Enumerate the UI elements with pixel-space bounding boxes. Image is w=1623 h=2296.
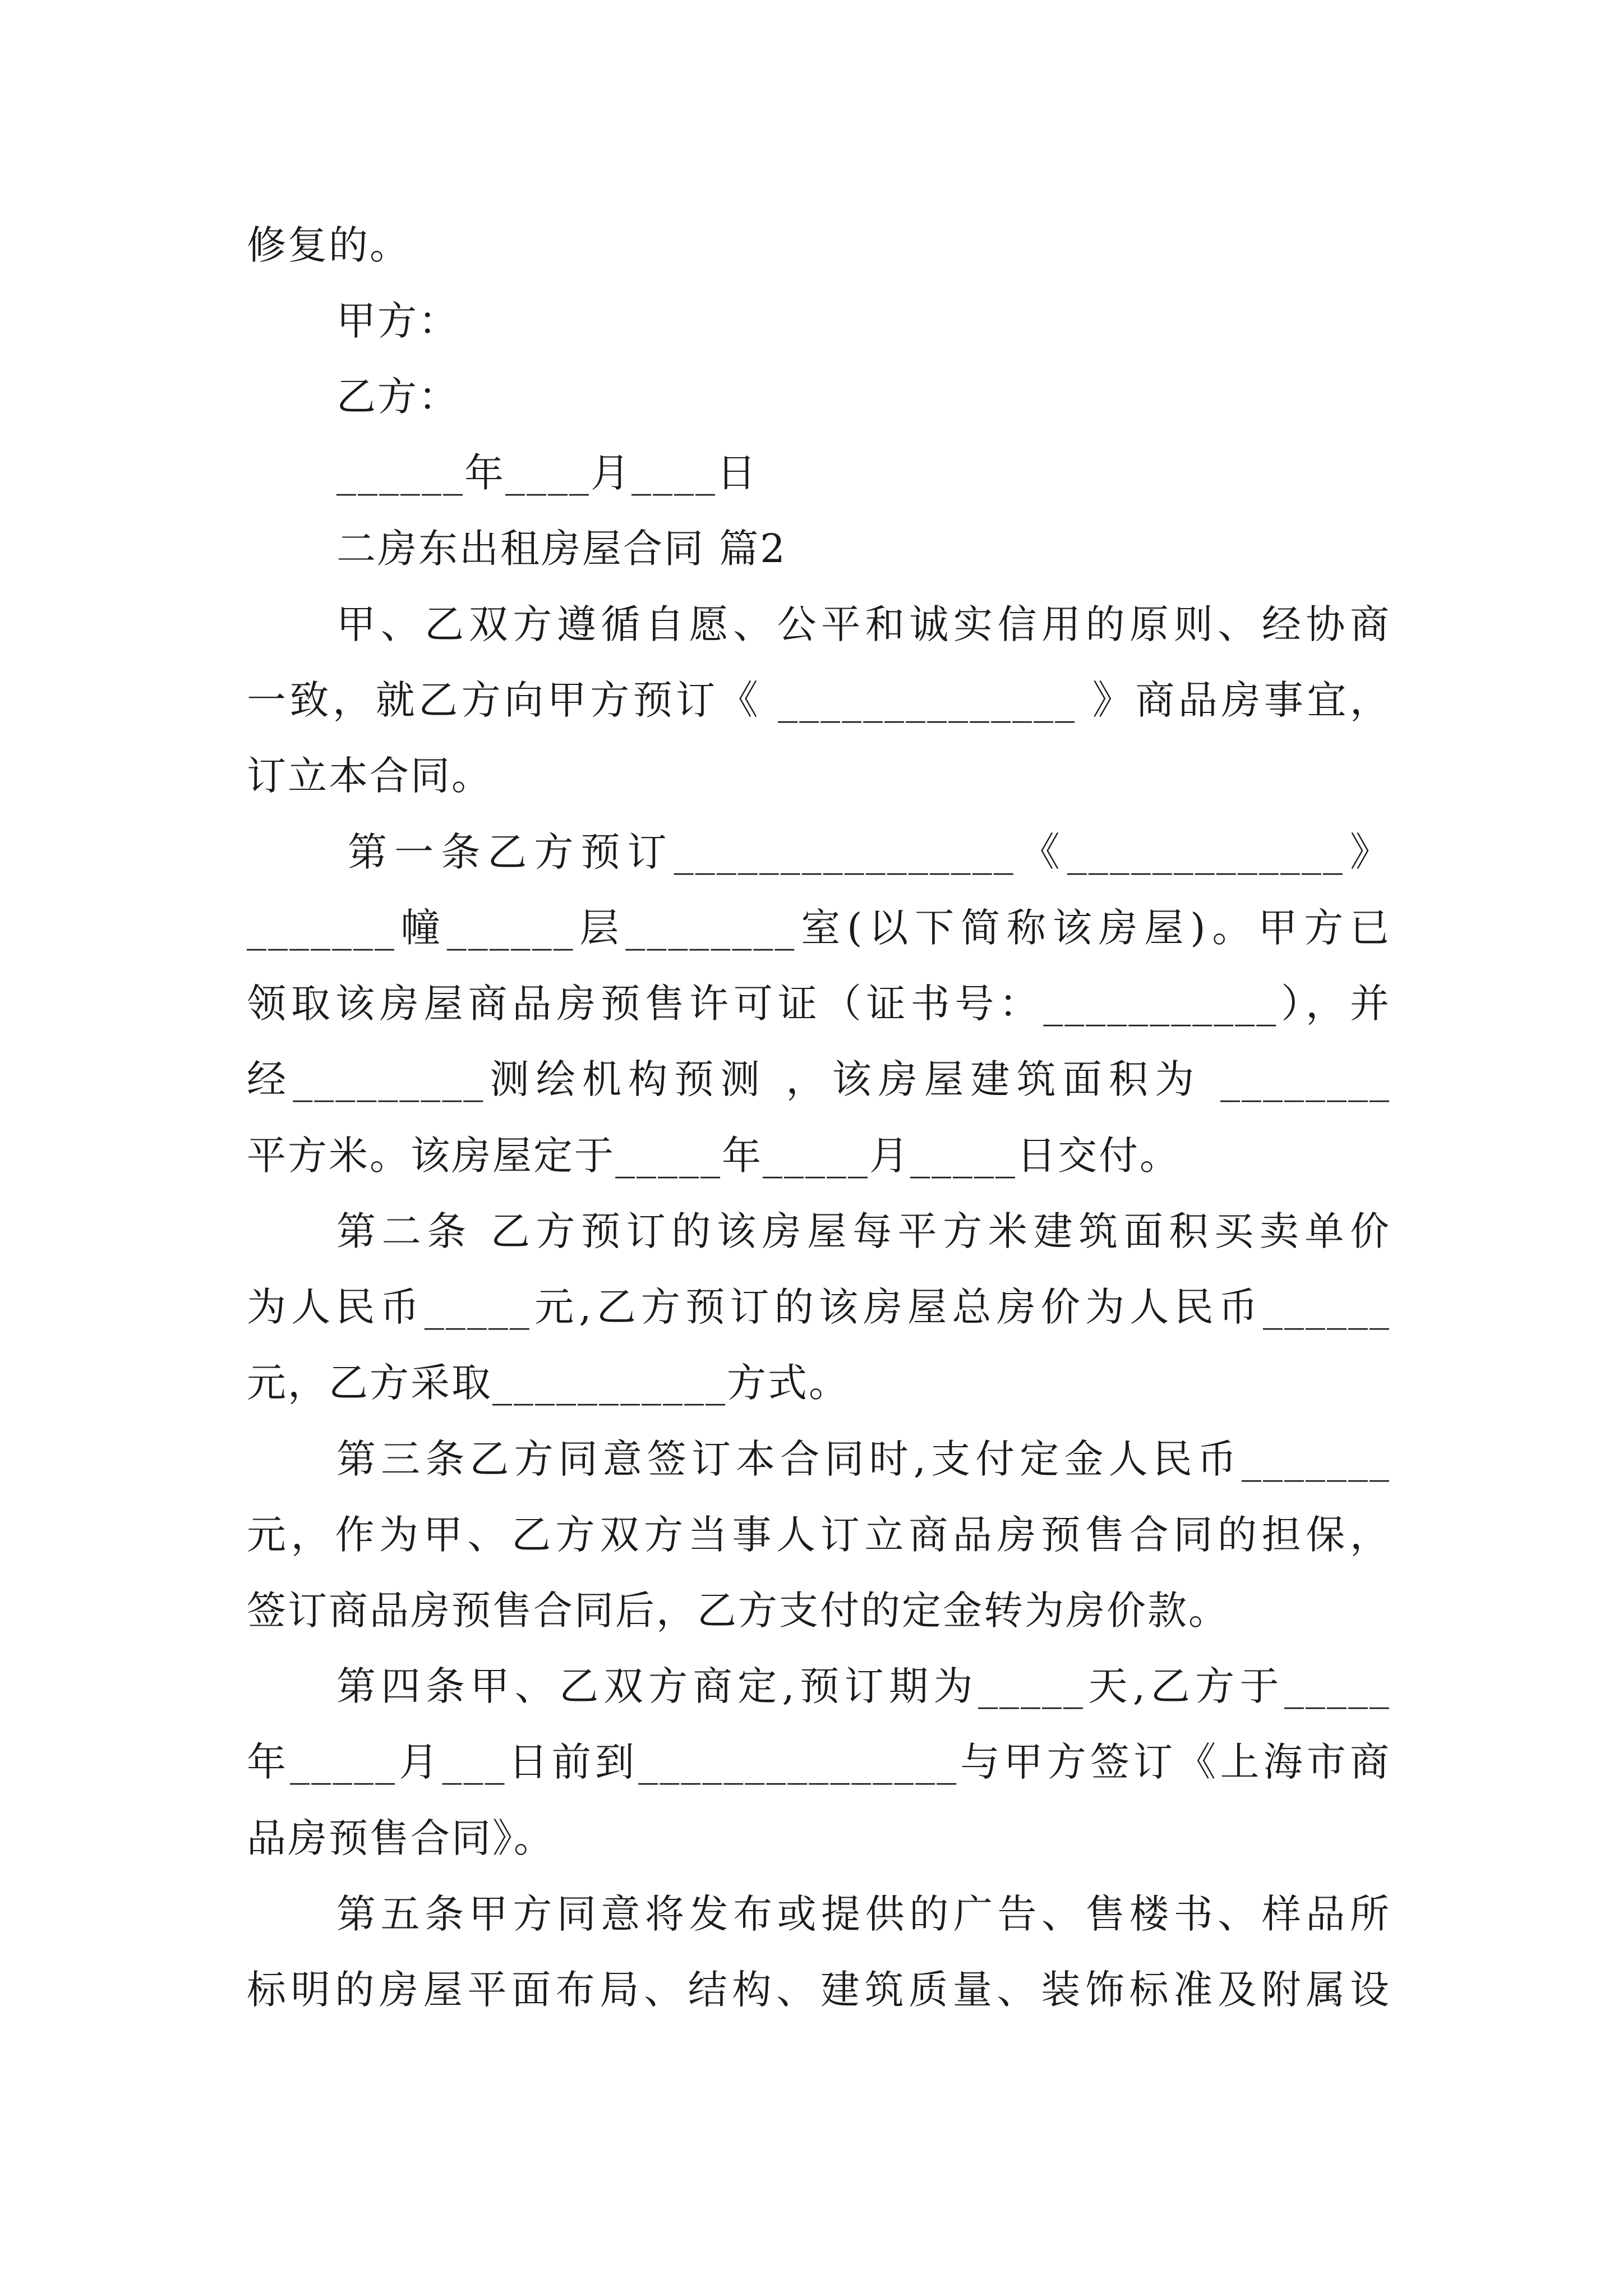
text-line: 元，作为甲、乙方双方当事人订立商品房预售合同的担保，: [247, 1512, 1391, 1558]
party-b-label: 乙方：: [336, 374, 459, 420]
text-line: 平方米。该房屋定于_____年_____月_____日交付。: [247, 1133, 1181, 1179]
text-line: 订立本合同。: [247, 753, 492, 799]
article-5: 第五条甲方同意将发布或提供的广告、售楼书、样品所: [336, 1891, 1391, 1937]
party-a-label: 甲方：: [336, 298, 459, 344]
article-4: 第四条甲、乙双方商定,预订期为_____天,乙方于_____: [336, 1663, 1391, 1709]
text-line: 品房预售合同》。: [247, 1815, 555, 1861]
text-line: 甲、乙双方遵循自愿、公平和诚实信用的原则、经协商: [336, 601, 1391, 647]
text-line: _______幢______层________室(以下简称该房屋)。甲方已: [247, 905, 1391, 951]
text-line: 一致，就乙方向甲方预订《 ______________ 》商品房事宜，: [247, 677, 1391, 723]
text-line: 标明的房屋平面布局、结构、建筑质量、装饰标准及附属设: [247, 1967, 1391, 2013]
article-3: 第三条乙方同意签订本合同时,支付定金人民币_______: [336, 1436, 1391, 1482]
article-2: 第二条 乙方预订的该房屋每平方米建筑面积买卖单价: [336, 1208, 1391, 1254]
text-line: 元，乙方采取___________方式。: [247, 1360, 850, 1406]
text-line: 领取该房屋商品房预售许可证（证书号：___________），并: [247, 981, 1391, 1027]
section-heading: 二房东出租房屋合同 篇2: [336, 526, 787, 572]
text-line: 年_____月___日前到_______________与甲方签订《上海市商: [247, 1739, 1391, 1785]
text-line: 为人民币_____元,乙方预订的该房屋总房价为人民币______: [247, 1284, 1391, 1330]
date-line: ______年____月____日: [336, 450, 758, 496]
text-line: 签订商品房预售合同后，乙方支付的定金转为房价款。: [247, 1588, 1229, 1634]
text-line: 修复的。: [247, 222, 411, 268]
article-1: 第一条乙方预订________________《_____________》: [348, 829, 1391, 875]
text-line: 经_________测绘机构预测 ，该房屋建筑面积为 ________: [247, 1056, 1391, 1102]
